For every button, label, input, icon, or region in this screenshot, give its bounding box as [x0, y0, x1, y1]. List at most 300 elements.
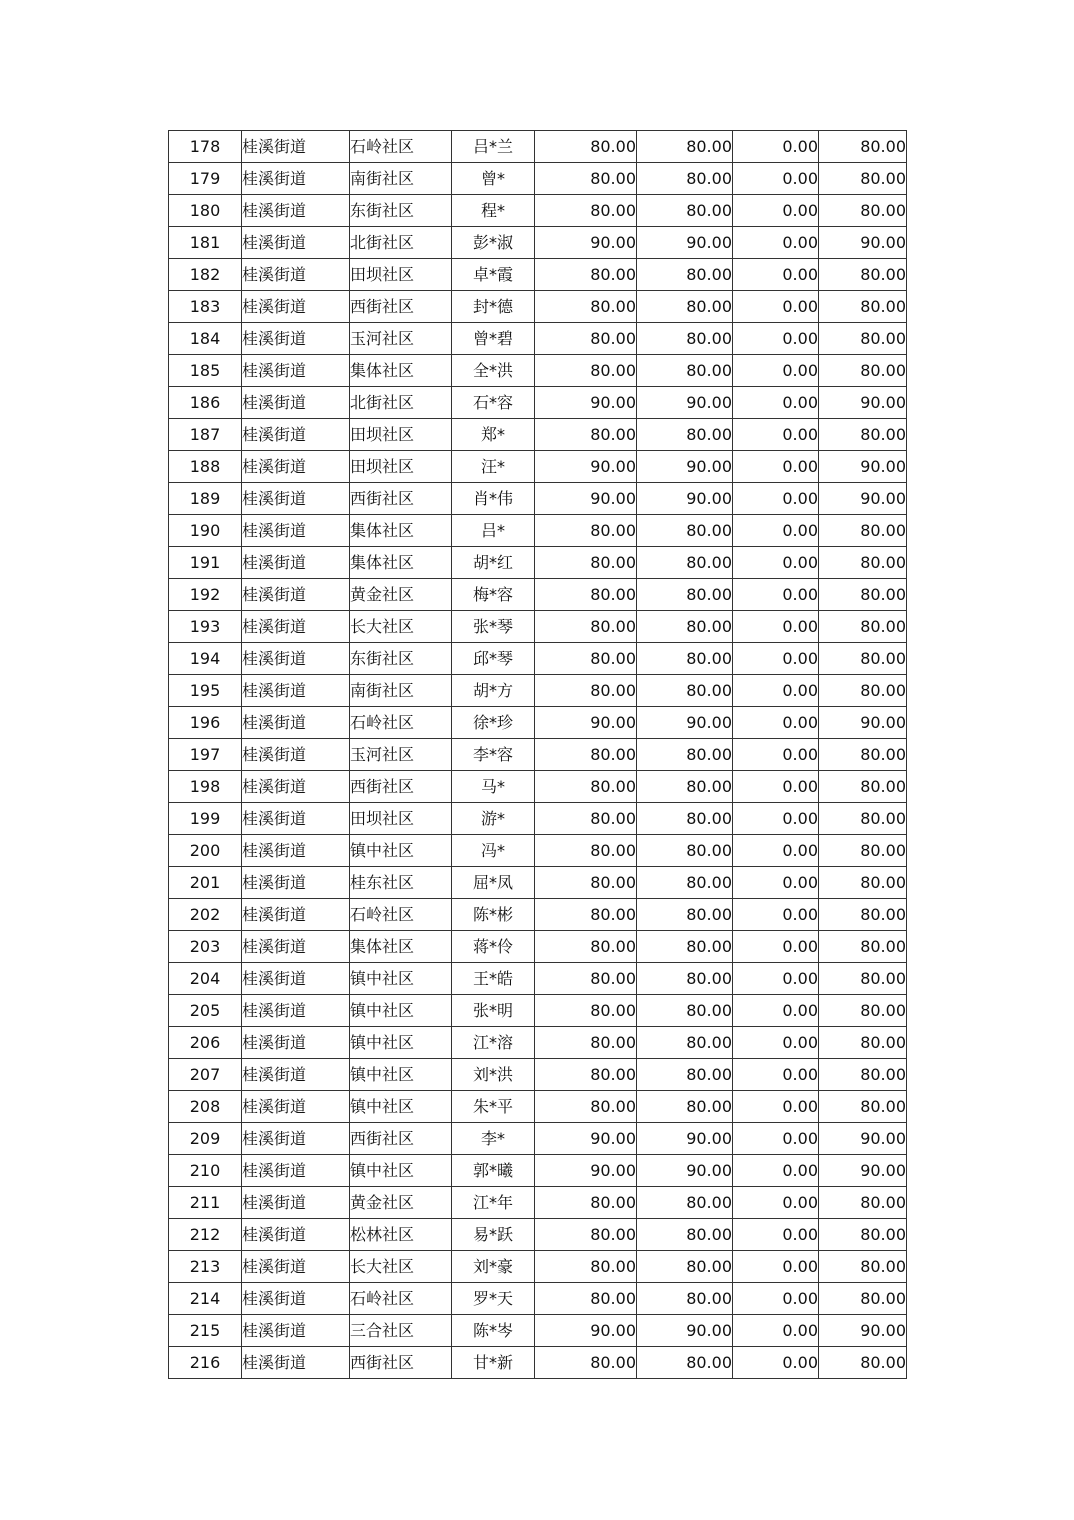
row-number: 182: [169, 259, 242, 291]
amount-cell-3: 0.00: [733, 451, 819, 483]
amount-cell-2: 80.00: [637, 259, 733, 291]
name-cell: 曾*碧: [452, 323, 535, 355]
table-row: [169, 1251, 907, 1283]
community-cell: 镇中社区: [350, 963, 452, 995]
table-body: [169, 131, 907, 1379]
row-number: 216: [169, 1347, 242, 1379]
community-cell: 黄金社区: [350, 1187, 452, 1219]
row-number: 191: [169, 547, 242, 579]
amount-cell-2: 90.00: [637, 1315, 733, 1347]
amount-cell-4: 90.00: [819, 1155, 907, 1187]
community-cell: 镇中社区: [350, 1027, 452, 1059]
row-number: 208: [169, 1091, 242, 1123]
row-number: 183: [169, 291, 242, 323]
amount-cell-2: 90.00: [637, 1155, 733, 1187]
street-cell: 桂溪街道: [242, 131, 350, 163]
community-cell: 桂东社区: [350, 867, 452, 899]
amount-cell-4: 80.00: [819, 611, 907, 643]
amount-cell-4: 90.00: [819, 483, 907, 515]
name-cell: 彭*淑: [452, 227, 535, 259]
street-cell: 桂溪街道: [242, 1027, 350, 1059]
amount-cell-3: 0.00: [733, 483, 819, 515]
table-row: [169, 1283, 907, 1315]
amount-cell-2: 80.00: [637, 1091, 733, 1123]
row-number: 211: [169, 1187, 242, 1219]
name-cell: 甘*新: [452, 1347, 535, 1379]
street-cell: 桂溪街道: [242, 1155, 350, 1187]
amount-cell-1: 80.00: [535, 1251, 637, 1283]
name-cell: 马*: [452, 771, 535, 803]
amount-cell-4: 90.00: [819, 1315, 907, 1347]
community-cell: 北街社区: [350, 387, 452, 419]
amount-cell-4: 80.00: [819, 675, 907, 707]
table-row: [169, 163, 907, 195]
amount-cell-4: 80.00: [819, 579, 907, 611]
amount-cell-3: 0.00: [733, 835, 819, 867]
table-row: [169, 131, 907, 163]
community-cell: 石岭社区: [350, 131, 452, 163]
table-row: [169, 771, 907, 803]
community-cell: 石岭社区: [350, 1283, 452, 1315]
amount-cell-2: 90.00: [637, 483, 733, 515]
amount-cell-2: 90.00: [637, 387, 733, 419]
community-cell: 镇中社区: [350, 995, 452, 1027]
table-row: [169, 739, 907, 771]
row-number: 205: [169, 995, 242, 1027]
name-cell: 吕*: [452, 515, 535, 547]
row-number: 197: [169, 739, 242, 771]
community-cell: 松林社区: [350, 1219, 452, 1251]
amount-cell-1: 80.00: [535, 1059, 637, 1091]
name-cell: 程*: [452, 195, 535, 227]
amount-cell-3: 0.00: [733, 419, 819, 451]
amount-cell-2: 80.00: [637, 1251, 733, 1283]
amount-cell-1: 80.00: [535, 611, 637, 643]
table-row: [169, 899, 907, 931]
amount-cell-1: 80.00: [535, 1283, 637, 1315]
amount-cell-3: 0.00: [733, 547, 819, 579]
row-number: 196: [169, 707, 242, 739]
street-cell: 桂溪街道: [242, 515, 350, 547]
community-cell: 南街社区: [350, 163, 452, 195]
street-cell: 桂溪街道: [242, 259, 350, 291]
amount-cell-2: 80.00: [637, 419, 733, 451]
name-cell: 张*明: [452, 995, 535, 1027]
amount-cell-4: 80.00: [819, 1347, 907, 1379]
street-cell: 桂溪街道: [242, 931, 350, 963]
amount-cell-1: 80.00: [535, 771, 637, 803]
table-row: [169, 419, 907, 451]
amount-cell-2: 80.00: [637, 771, 733, 803]
street-cell: 桂溪街道: [242, 675, 350, 707]
table-row: [169, 867, 907, 899]
street-cell: 桂溪街道: [242, 899, 350, 931]
community-cell: 田坝社区: [350, 259, 452, 291]
amount-cell-3: 0.00: [733, 1347, 819, 1379]
name-cell: 刘*豪: [452, 1251, 535, 1283]
name-cell: 陈*彬: [452, 899, 535, 931]
amount-cell-4: 90.00: [819, 707, 907, 739]
amount-cell-3: 0.00: [733, 867, 819, 899]
amount-cell-3: 0.00: [733, 1091, 819, 1123]
table-row: [169, 611, 907, 643]
community-cell: 镇中社区: [350, 835, 452, 867]
amount-cell-4: 80.00: [819, 419, 907, 451]
amount-cell-2: 80.00: [637, 963, 733, 995]
amount-cell-1: 80.00: [535, 963, 637, 995]
amount-cell-4: 80.00: [819, 995, 907, 1027]
name-cell: 石*容: [452, 387, 535, 419]
amount-cell-1: 90.00: [535, 1155, 637, 1187]
row-number: 206: [169, 1027, 242, 1059]
street-cell: 桂溪街道: [242, 1219, 350, 1251]
table-row: [169, 579, 907, 611]
amount-cell-3: 0.00: [733, 931, 819, 963]
community-cell: 东街社区: [350, 643, 452, 675]
amount-cell-3: 0.00: [733, 1059, 819, 1091]
table-row: [169, 1155, 907, 1187]
street-cell: 桂溪街道: [242, 227, 350, 259]
amount-cell-3: 0.00: [733, 387, 819, 419]
row-number: 212: [169, 1219, 242, 1251]
amount-cell-4: 80.00: [819, 803, 907, 835]
table-row: [169, 931, 907, 963]
amount-cell-3: 0.00: [733, 323, 819, 355]
amount-cell-2: 80.00: [637, 131, 733, 163]
name-cell: 肖*伟: [452, 483, 535, 515]
row-number: 185: [169, 355, 242, 387]
street-cell: 桂溪街道: [242, 707, 350, 739]
table-row: [169, 515, 907, 547]
amount-cell-1: 90.00: [535, 1315, 637, 1347]
community-cell: 西街社区: [350, 1123, 452, 1155]
amount-cell-2: 90.00: [637, 707, 733, 739]
row-number: 198: [169, 771, 242, 803]
amount-cell-1: 80.00: [535, 259, 637, 291]
name-cell: 张*琴: [452, 611, 535, 643]
community-cell: 黄金社区: [350, 579, 452, 611]
name-cell: 汪*: [452, 451, 535, 483]
street-cell: 桂溪街道: [242, 1091, 350, 1123]
amount-cell-2: 90.00: [637, 1123, 733, 1155]
amount-cell-4: 80.00: [819, 1091, 907, 1123]
amount-cell-2: 80.00: [637, 611, 733, 643]
row-number: 181: [169, 227, 242, 259]
community-cell: 镇中社区: [350, 1091, 452, 1123]
amount-cell-4: 90.00: [819, 227, 907, 259]
row-number: 207: [169, 1059, 242, 1091]
row-number: 195: [169, 675, 242, 707]
amount-cell-3: 0.00: [733, 1027, 819, 1059]
amount-cell-3: 0.00: [733, 227, 819, 259]
amount-cell-2: 80.00: [637, 995, 733, 1027]
street-cell: 桂溪街道: [242, 835, 350, 867]
street-cell: 桂溪街道: [242, 483, 350, 515]
amount-cell-4: 80.00: [819, 867, 907, 899]
amount-cell-1: 80.00: [535, 1027, 637, 1059]
row-number: 180: [169, 195, 242, 227]
name-cell: 陈*岑: [452, 1315, 535, 1347]
table-row: [169, 675, 907, 707]
street-cell: 桂溪街道: [242, 291, 350, 323]
amount-cell-1: 80.00: [535, 1219, 637, 1251]
amount-cell-2: 80.00: [637, 1283, 733, 1315]
amount-cell-1: 80.00: [535, 355, 637, 387]
street-cell: 桂溪街道: [242, 1123, 350, 1155]
community-cell: 集体社区: [350, 355, 452, 387]
amount-cell-3: 0.00: [733, 771, 819, 803]
amount-cell-3: 0.00: [733, 1187, 819, 1219]
community-cell: 集体社区: [350, 931, 452, 963]
name-cell: 罗*天: [452, 1283, 535, 1315]
street-cell: 桂溪街道: [242, 451, 350, 483]
amount-cell-3: 0.00: [733, 259, 819, 291]
name-cell: 朱*平: [452, 1091, 535, 1123]
table-row: [169, 1059, 907, 1091]
community-cell: 长大社区: [350, 1251, 452, 1283]
street-cell: 桂溪街道: [242, 1251, 350, 1283]
row-number: 187: [169, 419, 242, 451]
name-cell: 冯*: [452, 835, 535, 867]
amount-cell-2: 80.00: [637, 579, 733, 611]
community-cell: 镇中社区: [350, 1059, 452, 1091]
row-number: 194: [169, 643, 242, 675]
name-cell: 游*: [452, 803, 535, 835]
amount-cell-4: 80.00: [819, 771, 907, 803]
row-number: 209: [169, 1123, 242, 1155]
amount-cell-1: 80.00: [535, 131, 637, 163]
amount-cell-4: 80.00: [819, 259, 907, 291]
community-cell: 西街社区: [350, 1347, 452, 1379]
street-cell: 桂溪街道: [242, 643, 350, 675]
table-row: [169, 387, 907, 419]
amount-cell-1: 80.00: [535, 739, 637, 771]
table-row: [169, 1091, 907, 1123]
amount-cell-2: 80.00: [637, 547, 733, 579]
row-number: 188: [169, 451, 242, 483]
name-cell: 全*洪: [452, 355, 535, 387]
amount-cell-3: 0.00: [733, 355, 819, 387]
table-row: [169, 547, 907, 579]
amount-cell-2: 80.00: [637, 1187, 733, 1219]
amount-cell-2: 80.00: [637, 1059, 733, 1091]
street-cell: 桂溪街道: [242, 419, 350, 451]
community-cell: 玉河社区: [350, 739, 452, 771]
community-cell: 石岭社区: [350, 899, 452, 931]
name-cell: 郑*: [452, 419, 535, 451]
name-cell: 王*皓: [452, 963, 535, 995]
row-number: 203: [169, 931, 242, 963]
amount-cell-1: 80.00: [535, 419, 637, 451]
amount-cell-1: 80.00: [535, 867, 637, 899]
community-cell: 北街社区: [350, 227, 452, 259]
amount-cell-2: 90.00: [637, 451, 733, 483]
community-cell: 田坝社区: [350, 803, 452, 835]
name-cell: 江*溶: [452, 1027, 535, 1059]
amount-cell-3: 0.00: [733, 739, 819, 771]
amount-cell-3: 0.00: [733, 803, 819, 835]
table-row: [169, 803, 907, 835]
amount-cell-2: 80.00: [637, 867, 733, 899]
table-row: [169, 707, 907, 739]
amount-cell-4: 80.00: [819, 1187, 907, 1219]
amount-cell-4: 80.00: [819, 1059, 907, 1091]
amount-cell-4: 80.00: [819, 1027, 907, 1059]
community-cell: 三合社区: [350, 1315, 452, 1347]
amount-cell-1: 80.00: [535, 579, 637, 611]
amount-cell-3: 0.00: [733, 131, 819, 163]
amount-cell-1: 90.00: [535, 1123, 637, 1155]
data-table: [168, 130, 907, 1379]
community-cell: 西街社区: [350, 771, 452, 803]
street-cell: 桂溪街道: [242, 579, 350, 611]
street-cell: 桂溪街道: [242, 1059, 350, 1091]
amount-cell-2: 80.00: [637, 291, 733, 323]
amount-cell-3: 0.00: [733, 963, 819, 995]
row-number: 186: [169, 387, 242, 419]
table-row: [169, 291, 907, 323]
amount-cell-2: 80.00: [637, 1347, 733, 1379]
row-number: 204: [169, 963, 242, 995]
street-cell: 桂溪街道: [242, 547, 350, 579]
amount-cell-1: 80.00: [535, 675, 637, 707]
row-number: 215: [169, 1315, 242, 1347]
row-number: 178: [169, 131, 242, 163]
amount-cell-3: 0.00: [733, 163, 819, 195]
table-row: [169, 1347, 907, 1379]
name-cell: 吕*兰: [452, 131, 535, 163]
name-cell: 刘*洪: [452, 1059, 535, 1091]
amount-cell-4: 80.00: [819, 547, 907, 579]
amount-cell-4: 80.00: [819, 1219, 907, 1251]
name-cell: 梅*容: [452, 579, 535, 611]
amount-cell-1: 80.00: [535, 1187, 637, 1219]
name-cell: 曾*: [452, 163, 535, 195]
community-cell: 玉河社区: [350, 323, 452, 355]
amount-cell-4: 90.00: [819, 387, 907, 419]
amount-cell-2: 80.00: [637, 1219, 733, 1251]
amount-cell-4: 80.00: [819, 643, 907, 675]
community-cell: 田坝社区: [350, 419, 452, 451]
amount-cell-3: 0.00: [733, 643, 819, 675]
table-row: [169, 1123, 907, 1155]
name-cell: 卓*霞: [452, 259, 535, 291]
amount-cell-3: 0.00: [733, 995, 819, 1027]
community-cell: 东街社区: [350, 195, 452, 227]
table-row: [169, 483, 907, 515]
amount-cell-2: 80.00: [637, 163, 733, 195]
table-row: [169, 323, 907, 355]
name-cell: 邱*琴: [452, 643, 535, 675]
table-row: [169, 451, 907, 483]
amount-cell-1: 90.00: [535, 387, 637, 419]
amount-cell-1: 80.00: [535, 515, 637, 547]
amount-cell-1: 90.00: [535, 483, 637, 515]
street-cell: 桂溪街道: [242, 739, 350, 771]
amount-cell-2: 80.00: [637, 515, 733, 547]
amount-cell-4: 80.00: [819, 323, 907, 355]
name-cell: 屈*凤: [452, 867, 535, 899]
community-cell: 南街社区: [350, 675, 452, 707]
amount-cell-4: 80.00: [819, 899, 907, 931]
amount-cell-2: 80.00: [637, 643, 733, 675]
table-row: [169, 995, 907, 1027]
amount-cell-1: 80.00: [535, 1347, 637, 1379]
name-cell: 封*德: [452, 291, 535, 323]
row-number: 189: [169, 483, 242, 515]
amount-cell-3: 0.00: [733, 1315, 819, 1347]
amount-cell-3: 0.00: [733, 291, 819, 323]
amount-cell-1: 80.00: [535, 899, 637, 931]
amount-cell-1: 80.00: [535, 1091, 637, 1123]
row-number: 213: [169, 1251, 242, 1283]
street-cell: 桂溪街道: [242, 1315, 350, 1347]
amount-cell-1: 80.00: [535, 643, 637, 675]
amount-cell-2: 80.00: [637, 355, 733, 387]
amount-cell-4: 90.00: [819, 451, 907, 483]
amount-cell-4: 80.00: [819, 355, 907, 387]
table-row: [169, 643, 907, 675]
table-row: [169, 835, 907, 867]
amount-cell-1: 90.00: [535, 451, 637, 483]
amount-cell-3: 0.00: [733, 1123, 819, 1155]
street-cell: 桂溪街道: [242, 387, 350, 419]
amount-cell-2: 80.00: [637, 195, 733, 227]
amount-cell-1: 80.00: [535, 803, 637, 835]
row-number: 184: [169, 323, 242, 355]
street-cell: 桂溪街道: [242, 163, 350, 195]
amount-cell-1: 80.00: [535, 995, 637, 1027]
amount-cell-3: 0.00: [733, 1219, 819, 1251]
table-row: [169, 1219, 907, 1251]
street-cell: 桂溪街道: [242, 1187, 350, 1219]
row-number: 200: [169, 835, 242, 867]
amount-cell-3: 0.00: [733, 611, 819, 643]
name-cell: 江*年: [452, 1187, 535, 1219]
amount-cell-3: 0.00: [733, 579, 819, 611]
amount-cell-4: 80.00: [819, 515, 907, 547]
row-number: 199: [169, 803, 242, 835]
community-cell: 集体社区: [350, 515, 452, 547]
amount-cell-4: 80.00: [819, 195, 907, 227]
amount-cell-3: 0.00: [733, 1283, 819, 1315]
street-cell: 桂溪街道: [242, 1283, 350, 1315]
community-cell: 西街社区: [350, 291, 452, 323]
row-number: 190: [169, 515, 242, 547]
amount-cell-4: 80.00: [819, 963, 907, 995]
amount-cell-4: 80.00: [819, 835, 907, 867]
amount-cell-1: 80.00: [535, 835, 637, 867]
amount-cell-3: 0.00: [733, 707, 819, 739]
street-cell: 桂溪街道: [242, 771, 350, 803]
table-row: [169, 963, 907, 995]
amount-cell-4: 80.00: [819, 739, 907, 771]
community-cell: 西街社区: [350, 483, 452, 515]
row-number: 210: [169, 1155, 242, 1187]
amount-cell-2: 80.00: [637, 739, 733, 771]
street-cell: 桂溪街道: [242, 355, 350, 387]
amount-cell-4: 80.00: [819, 131, 907, 163]
table-row: [169, 195, 907, 227]
amount-cell-1: 90.00: [535, 227, 637, 259]
street-cell: 桂溪街道: [242, 611, 350, 643]
amount-cell-2: 80.00: [637, 323, 733, 355]
name-cell: 胡*红: [452, 547, 535, 579]
street-cell: 桂溪街道: [242, 803, 350, 835]
amount-cell-1: 80.00: [535, 195, 637, 227]
name-cell: 易*跃: [452, 1219, 535, 1251]
name-cell: 李*: [452, 1123, 535, 1155]
